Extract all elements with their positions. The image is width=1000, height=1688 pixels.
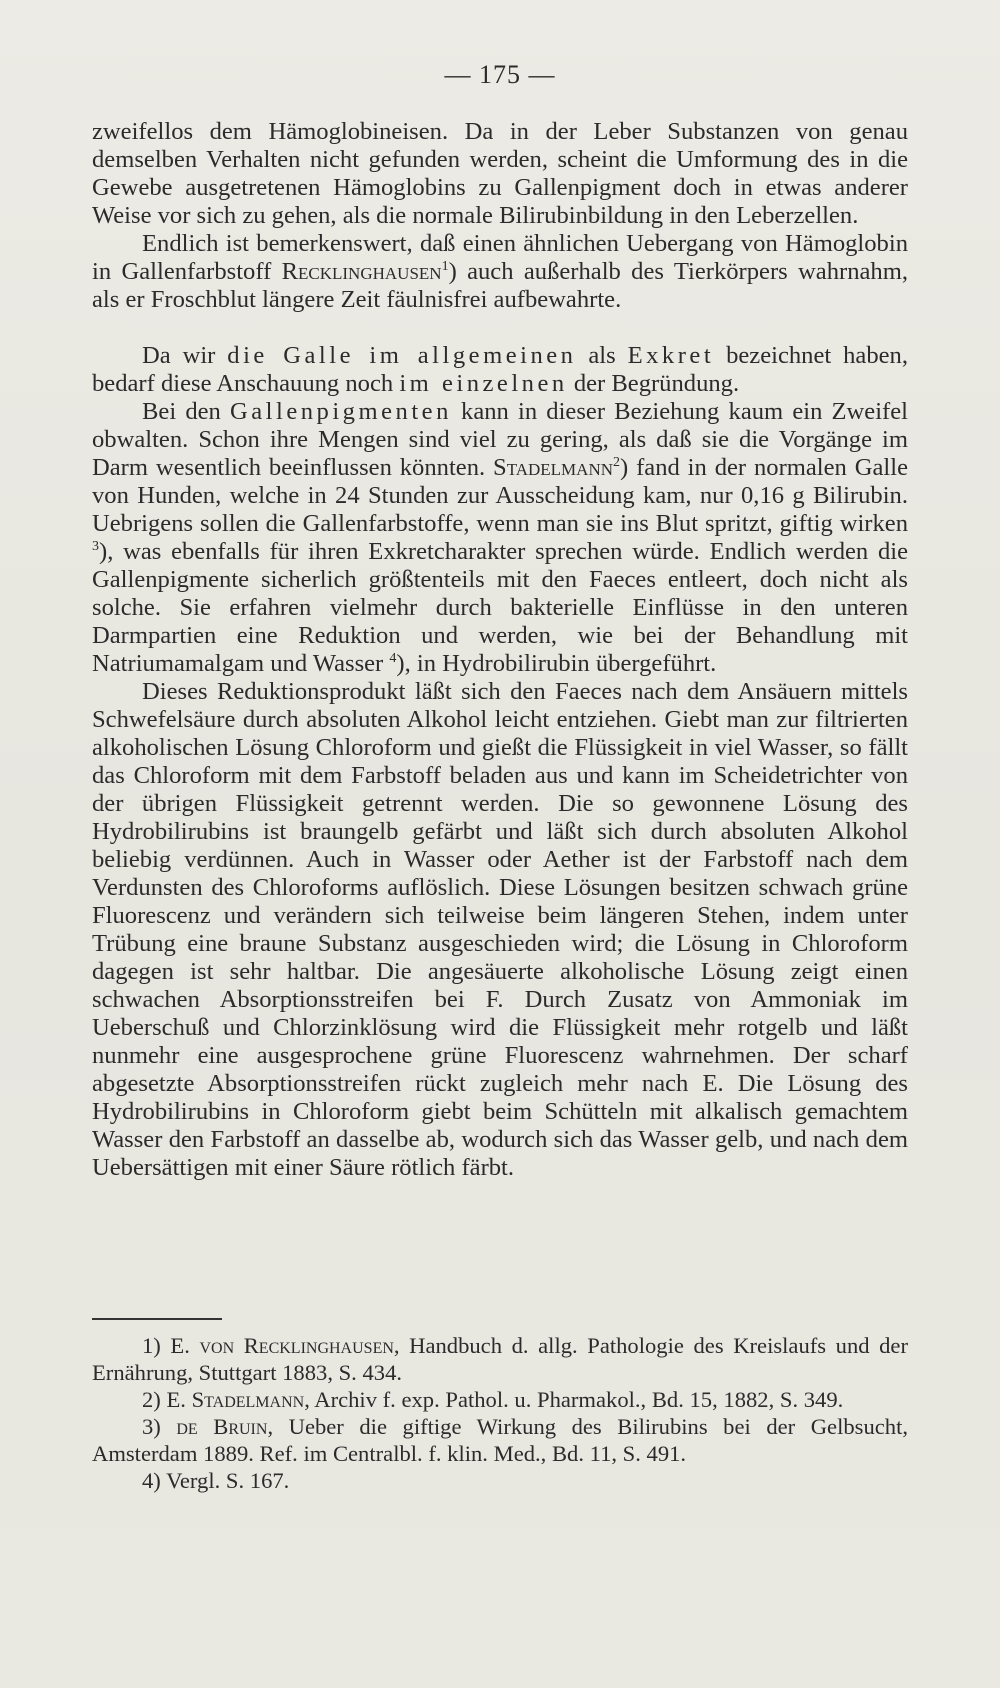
footnote-divider — [92, 1318, 222, 1320]
text-run: ) fand in der normalen Galle von Hunden, welche in 24 Stunden zur Ausscheidung kam, nur 0,16 g Bilirubin. Uebrigens sollen die Gallenfarbstoffe, wenn man sie ins Blut spritzt, giftig wirken — [92, 454, 908, 537]
emphasis-spaced: Exkret — [627, 342, 715, 369]
footnote-4 — [92, 1467, 908, 1494]
footnote-ref: 1 — [441, 258, 449, 274]
author-name: Stadelmann — [493, 454, 614, 481]
emphasis-spaced: die Galle im allgemeinen — [227, 342, 577, 369]
page-number: — 175 — — [444, 60, 556, 89]
paragraph-3 — [92, 342, 908, 398]
paragraph-5: Dieses Reduktionsprodukt läßt sich den Faeces nach dem Ansäuern mittels Schwefelsäure durch absoluten Alkohol leicht entziehen. Giebt man zur filtrierten alkoholischen Lösung Chloroform und gießt die Flüssigkeit in viel Wasser, so fällt das Chloroform mit dem Farbstoff beladen aus und kann im Scheidetrichter von der übrigen Flüssigkeit getrennt werden. Die so gewonnene Lösung des Hydrobilirubins ist braungelb gefärbt und läßt sich durch absoluten Alkohol beliebig verdünnen. Auch in Wasser oder Aether ist der Farbstoff nach dem Verdunsten des Chloroforms auflöslich. Diese Lösungen besitzen schwach grüne Fluorescenz und verändern sich teilweise beim längeren Stehen, indem unter Trübung eine braune Substanz ausgeschieden wird; die Lösung in Chloroform dagegen ist sehr haltbar. Die angesäuerte alkoholische Lösung zeigt einen schwachen Absorptionsstreifen bei F. Durch Zusatz von Ammoniak im Ueberschuß und Chlorzinklösung wird die Flüssigkeit mehr rotgelb und läßt nunmehr eine ausgesprochene grüne Fluorescenz wahrnehmen. Der scharf abgesetzte Absorptionsstreifen rückt zugleich mehr nach E. Die Lösung des Hydrobilirubins in Chloroform giebt beim Schütteln mit alkalisch gemachtem Wasser den Farbstoff an dasselbe ab, wodurch sich das Wasser gelb, und nach dem Uebersättigen mit einer Säure rötlich färbt. — [92, 678, 908, 1181]
text-run: Vergl. S. 167. — [166, 1468, 290, 1493]
text-run: ), was ebenfalls für ihren Exkretcharakter sprechen würde. Endlich werden die Gallenpigmente sicherlich größtenteils mit den Faeces entleert, doch nicht als solche. Sie erfahren vielmehr durch bakterielle Einflüsse in den unteren Darmpartien eine Reduktion und werden, wie bei der Behandlung mit Natriumamalgam und Wasser — [92, 538, 908, 677]
emphasis-spaced: Gallenpigmenten — [230, 398, 452, 425]
text-run: , Archiv f. exp. Pathol. u. Pharmakol., Bd. 15, 1882, S. 349. — [304, 1387, 844, 1412]
footnote-1 — [92, 1332, 908, 1386]
text-run: Da wir — [142, 342, 228, 369]
footnote-3 — [92, 1413, 908, 1467]
text-run: ), in Hydrobilirubin übergeführt. — [396, 650, 717, 677]
author-name: von Recklinghausen — [199, 1333, 394, 1358]
body-text — [92, 118, 908, 1182]
footnote-number: 2) — [142, 1387, 161, 1412]
emphasis-spaced: im einzelnen — [399, 370, 568, 397]
text-run: E. — [166, 1387, 192, 1412]
paragraph-1: zweifellos dem Hämoglobineisen. Da in der Leber Substanzen von genau demselben Verhalten nicht gefunden werden, scheint die Umformung des in die Gewebe ausgetretenen Hämoglobins zu Gallenpigment doch in etwas anderer Weise vor sich zu gehen, als die normale Bilirubinbildung in den Leberzellen. — [92, 118, 908, 229]
paragraph-4 — [92, 398, 908, 678]
footnote-number: 3) — [142, 1414, 161, 1439]
author-name: Recklinghausen — [281, 258, 442, 285]
paragraph-2 — [92, 230, 908, 314]
text-run: als — [576, 342, 628, 369]
text-run: bezeichnet haben, bedarf diese Anschauung noch — [92, 342, 908, 397]
text-run: Endlich ist bemerkenswert, daß einen ähnlichen Uebergang von Hämoglobin in Gallenfarbstoff — [92, 230, 908, 285]
text-run: , Handbuch d. allg. Pathologie des Kreislaufs und der Ernährung, Stuttgart 1883, S. 434. — [92, 1333, 908, 1385]
footnote-ref: 3 — [92, 538, 99, 554]
footnote-number: 4) — [142, 1468, 161, 1493]
footnote-ref: 4 — [389, 650, 397, 666]
text-run: , Ueber die giftige Wirkung des Bilirubins bei der Gelbsucht, Amsterdam 1889. Ref. im Centralbl. f. klin. Med., Bd. 11, S. 491. — [92, 1414, 908, 1466]
text-run: kann in dieser Beziehung kaum ein Zweifel obwalten. Schon ihre Mengen sind viel zu gering, als daß sie die Vorgänge im Darm wesentlich beeinflussen könnten. — [92, 398, 908, 481]
footnote-ref: 2 — [613, 454, 621, 470]
text-run: der Begründung. — [567, 370, 740, 397]
footnotes — [92, 1332, 908, 1494]
footnote-number: 1) — [142, 1333, 161, 1358]
text-run: Bei den — [142, 398, 230, 425]
footnote-2 — [92, 1386, 908, 1413]
author-name: Stadelmann — [191, 1387, 305, 1412]
text-run: E. — [170, 1333, 200, 1358]
author-name: de Bruin — [176, 1414, 268, 1439]
text-run: ) auch außerhalb des Tierkörpers wahrnahm, als er Froschblut längere Zeit fäulnisfrei aufbewahrte. — [92, 258, 908, 313]
